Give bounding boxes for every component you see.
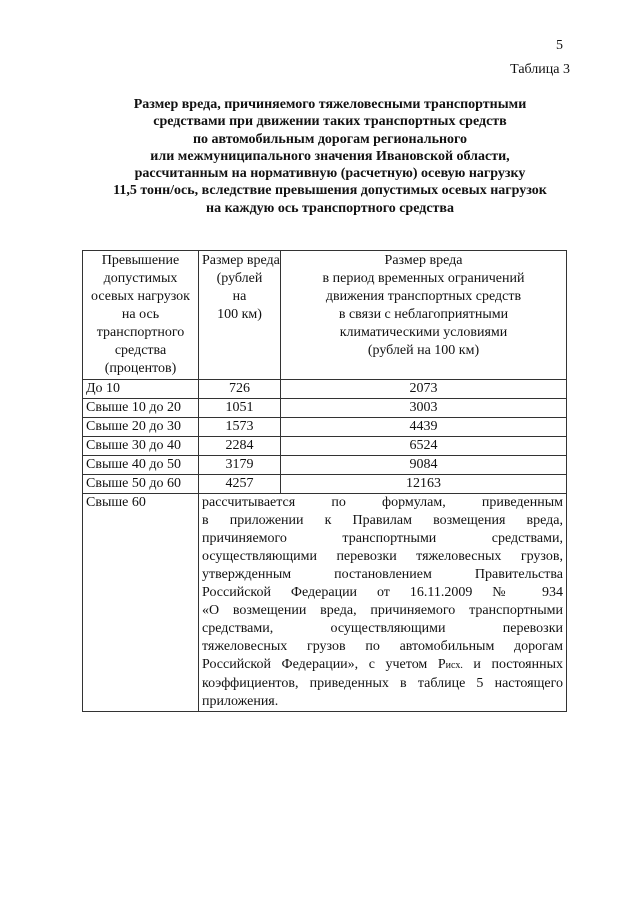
cell-calculation-note: рассчитывается по формулам, приведенным в приложении к Правилам возмещения вреда, причиняемого транспортными средствами, осуществляющими перевозки тяжеловесных грузов, утвержденным постановлением Правительства Российской Федерации от 16.11.2009 № 934 «О возмещении вреда, причиняемого транспортными средствами, осуществляющими перевозки тяжеловесных грузов по автомобильным дорогам Российской Федерации», с учетом Pисх. и постоянных коэффициентов, приведенных в таблице 5 настоящего приложения. <box>199 494 567 712</box>
cell-excess: Свыше 30 до 40 <box>83 437 199 456</box>
note-subscript: исх. <box>445 660 463 671</box>
cell-harm: 3179 <box>199 456 281 475</box>
header-harm-size: Размер вреда (рублей на 100 км) <box>199 251 281 380</box>
cell-excess: До 10 <box>83 380 199 399</box>
cell-harm-restricted: 6524 <box>281 437 567 456</box>
table-row <box>83 418 567 437</box>
cell-harm-restricted: 3003 <box>281 399 567 418</box>
title-line: 11,5 тонн/ось, вследствие превышения допустимых осевых нагрузок <box>113 183 547 199</box>
cell-harm: 1051 <box>199 399 281 418</box>
cell-harm: 726 <box>199 380 281 399</box>
cell-harm: 4257 <box>199 475 281 494</box>
cell-harm-restricted: 12163 <box>281 475 567 494</box>
table-row <box>83 475 567 494</box>
title-line: средствами при движении таких транспортных средств <box>153 114 507 130</box>
cell-excess: Свыше 50 до 60 <box>83 475 199 494</box>
table-row <box>83 456 567 475</box>
note-symbol: P <box>437 657 446 672</box>
note-text: Российской Федерации», с учетом <box>202 657 438 672</box>
cell-excess: Свыше 20 до 30 <box>83 418 199 437</box>
cell-harm-restricted: 4439 <box>281 418 567 437</box>
note-tail: и постоянных <box>462 657 563 672</box>
title-line: или межмуниципального значения Ивановской области, <box>150 148 510 164</box>
table-row <box>83 437 567 456</box>
cell-excess: Свыше 40 до 50 <box>83 456 199 475</box>
cell-harm-restricted: 9084 <box>281 456 567 475</box>
harm-table <box>82 250 567 712</box>
table-row <box>83 380 567 399</box>
table-title <box>80 96 580 217</box>
table-row-last <box>83 494 567 712</box>
cell-harm: 1573 <box>199 418 281 437</box>
title-line: рассчитанным на нормативную (расчетную) осевую нагрузку <box>134 166 526 182</box>
title-line: Размер вреда, причиняемого тяжеловесными транспортными <box>133 97 527 112</box>
table-label: Таблица 3 <box>510 62 570 77</box>
table-row <box>83 399 567 418</box>
table-header-row <box>83 251 567 380</box>
cell-harm: 2284 <box>199 437 281 456</box>
title-line: по автомобильным дорогам регионального <box>192 131 468 147</box>
header-excess: Превышение допустимых осевых нагрузок на ось транспортного средства (процентов) <box>83 251 199 380</box>
title-line: на каждую ось транспортного средства <box>206 200 454 216</box>
cell-excess: Свыше 60 <box>83 494 199 712</box>
header-harm-size-restricted: Размер вреда в период временных ограничений движения транспортных средств в связи с неблагоприятными климатическими условиями (рублей на 100 км) <box>281 251 567 380</box>
cell-harm-restricted: 2073 <box>281 380 567 399</box>
page-number: 5 <box>556 38 563 53</box>
cell-excess: Свыше 10 до 20 <box>83 399 199 418</box>
